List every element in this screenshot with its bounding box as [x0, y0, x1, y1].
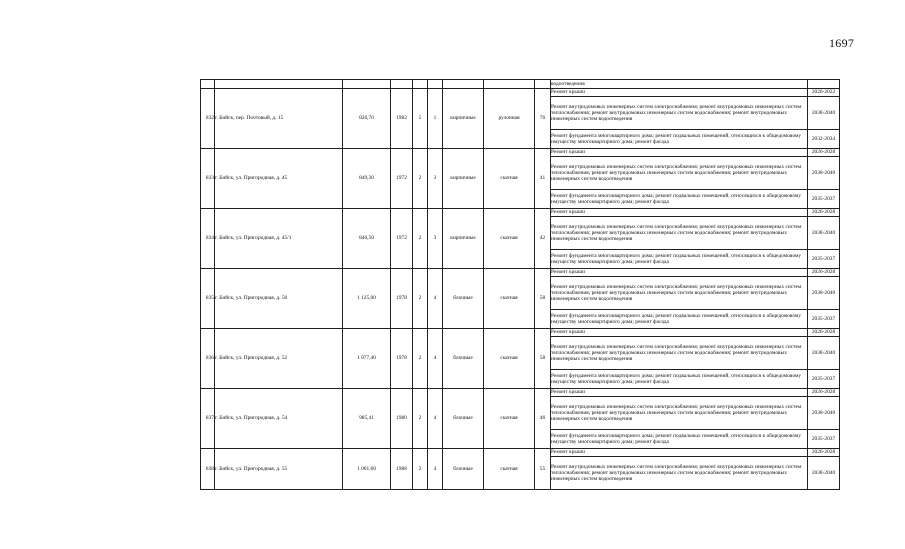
- table-row: [201, 389, 840, 397]
- floors-count: 2: [413, 449, 428, 490]
- build-year: 1982: [391, 89, 413, 149]
- empty-cell: [413, 80, 428, 89]
- empty-cell: [215, 80, 343, 89]
- work-description: Ремонт крыши: [551, 89, 808, 97]
- table-row: [201, 269, 840, 277]
- row-number: 837: [201, 389, 215, 449]
- building-area: 985,41: [343, 389, 391, 449]
- table-row: [201, 89, 840, 97]
- empty-cell: [391, 80, 413, 89]
- work-period: 2026-2028: [808, 449, 840, 457]
- table-row: [201, 329, 840, 337]
- roof-type: скатная: [484, 389, 535, 449]
- work-description: Ремонт фундамента многоквартирного дома; ремонт подвальных помещений, относящихся к общедомовому имуществу многоквартирного дома; ремонт фасада: [551, 130, 808, 149]
- work-period: 2038-2040: [808, 457, 840, 490]
- building-address: г. Бийск, пер. Почтовый, д. 15: [215, 89, 343, 149]
- entrances-count: 4: [428, 389, 443, 449]
- roof-type: рулонная: [484, 89, 535, 149]
- floors-count: 2: [413, 389, 428, 449]
- building-area: 1 061,60: [343, 449, 391, 490]
- wall-material: кирпичные: [443, 209, 484, 269]
- work-description: Ремонт крыши: [551, 269, 808, 277]
- entrances-count: 4: [428, 449, 443, 490]
- building-address: г. Бийск, ул. Пригородная, д. 52: [215, 329, 343, 389]
- work-description: Ремонт крыши: [551, 449, 808, 457]
- building-address: г. Бийск, ул. Пригородная, д. 55: [215, 449, 343, 490]
- work-period: [808, 80, 840, 89]
- floors-count: 2: [413, 269, 428, 329]
- work-period: 2020-2022: [808, 89, 840, 97]
- roof-type: скатная: [484, 329, 535, 389]
- building-address: г. Бийск, ул. Пригородная, д. 50: [215, 269, 343, 329]
- work-period: 2026-2028: [808, 389, 840, 397]
- floors-count: 2: [413, 329, 428, 389]
- work-description: Ремонт фундамента многоквартирного дома; ремонт подвальных помещений, относящихся к общедомовому имуществу многоквартирного дома; ремонт фасада: [551, 430, 808, 449]
- table-row: [201, 449, 840, 457]
- work-description: Ремонт крыши: [551, 329, 808, 337]
- work-period: 2035-2037: [808, 310, 840, 329]
- row-number: 836: [201, 329, 215, 389]
- work-period: 2038-2040: [808, 157, 840, 190]
- empty-cell: [428, 80, 443, 89]
- work-period: 2026-2028: [808, 269, 840, 277]
- building-area: 846,50: [343, 209, 391, 269]
- wear-percent: 55: [535, 449, 551, 490]
- work-period: 2026-2028: [808, 329, 840, 337]
- wear-percent: 41: [535, 149, 551, 209]
- work-period: 2038-2040: [808, 397, 840, 430]
- work-period: 2038-2040: [808, 217, 840, 250]
- building-area: 849,30: [343, 149, 391, 209]
- wall-material: кирпичные: [443, 149, 484, 209]
- entrances-count: 4: [428, 329, 443, 389]
- work-description: Ремонт внутридомовых инженерных систем электроснабжения; ремонт внутридомовых инженерных систем теплоснабжения; ремонт внутридомовых инженерных систем водоснабжения; ремонт внутридомовых инженерных систем водоотведения: [551, 457, 808, 490]
- wall-material: блочные: [443, 389, 484, 449]
- work-period: 2038-2040: [808, 337, 840, 370]
- wall-material: кирпичные: [443, 89, 484, 149]
- page-number: 1697: [829, 36, 855, 50]
- wear-percent: 58: [535, 269, 551, 329]
- work-period: 2032-2034: [808, 130, 840, 149]
- housing-repair-table: [200, 79, 840, 490]
- work-period: 2038-2040: [808, 97, 840, 130]
- build-year: 1978: [391, 329, 413, 389]
- building-area: 826,70: [343, 89, 391, 149]
- floors-count: 2: [413, 209, 428, 269]
- entrances-count: 4: [428, 269, 443, 329]
- row-number: 838: [201, 449, 215, 490]
- wear-percent: 46: [535, 389, 551, 449]
- build-year: 1980: [391, 389, 413, 449]
- wear-percent: 42: [535, 209, 551, 269]
- empty-cell: [343, 80, 391, 89]
- row-number: 833: [201, 149, 215, 209]
- wall-material: блочные: [443, 269, 484, 329]
- work-description: водоотведения: [551, 80, 808, 89]
- work-description: Ремонт внутридомовых инженерных систем электроснабжения; ремонт внутридомовых инженерных систем теплоснабжения; ремонт внутридомовых инженерных систем водоснабжения; ремонт внутридомовых инженерных систем водоотведения: [551, 157, 808, 190]
- work-period: 2035-2037: [808, 430, 840, 449]
- wall-material: блочные: [443, 449, 484, 490]
- table-row: [201, 80, 840, 89]
- floors-count: 2: [413, 149, 428, 209]
- work-period: 2035-2037: [808, 190, 840, 209]
- roof-type: скатная: [484, 209, 535, 269]
- build-year: 1972: [391, 209, 413, 269]
- empty-cell: [484, 80, 535, 89]
- row-number: 835: [201, 269, 215, 329]
- entrances-count: 1: [428, 89, 443, 149]
- table-row: [201, 209, 840, 217]
- empty-cell: [535, 80, 551, 89]
- build-year: 1988: [391, 449, 413, 490]
- work-description: Ремонт фундамента многоквартирного дома; ремонт подвальных помещений, относящихся к общедомовому имуществу многоквартирного дома; ремонт фасада: [551, 370, 808, 389]
- work-period: 2035-2037: [808, 370, 840, 389]
- work-description: Ремонт фундамента многоквартирного дома; ремонт подвальных помещений, относящихся к общедомовому имуществу многоквартирного дома; ремонт фасада: [551, 190, 808, 209]
- entrances-count: 3: [428, 209, 443, 269]
- roof-type: скатная: [484, 449, 535, 490]
- empty-cell: [201, 80, 215, 89]
- empty-cell: [443, 80, 484, 89]
- wall-material: блочные: [443, 329, 484, 389]
- work-description: Ремонт фундамента многоквартирного дома; ремонт подвальных помещений, относящихся к общедомовому имуществу многоквартирного дома; ремонт фасада: [551, 250, 808, 269]
- floors-count: 5: [413, 89, 428, 149]
- building-address: г. Бийск, ул. Пригородная, д. 45/1: [215, 209, 343, 269]
- row-number: 834: [201, 209, 215, 269]
- entrances-count: 3: [428, 149, 443, 209]
- building-area: 1 077,40: [343, 329, 391, 389]
- building-address: г. Бийск, ул. Пригородная, д. 54: [215, 389, 343, 449]
- build-year: 1972: [391, 149, 413, 209]
- building-area: 1 125,00: [343, 269, 391, 329]
- work-description: Ремонт фундамента многоквартирного дома; ремонт подвальных помещений, относящихся к общедомовому имуществу многоквартирного дома; ремонт фасада: [551, 310, 808, 329]
- work-period: 2026-2028: [808, 149, 840, 157]
- roof-type: скатная: [484, 269, 535, 329]
- building-address: г. Бийск, ул. Пригородная, д. 45: [215, 149, 343, 209]
- work-description: Ремонт внутридомовых инженерных систем электроснабжения; ремонт внутридомовых инженерных систем теплоснабжения; ремонт внутридомовых инженерных систем водоснабжения; ремонт внутридомовых инженерных систем водоотведения: [551, 217, 808, 250]
- work-period: 2038-2040: [808, 277, 840, 310]
- work-description: Ремонт крыши: [551, 209, 808, 217]
- work-period: 2026-2028: [808, 209, 840, 217]
- table-row: [201, 149, 840, 157]
- roof-type: скатная: [484, 149, 535, 209]
- row-number: 832: [201, 89, 215, 149]
- work-description: Ремонт внутридомовых инженерных систем электроснабжения; ремонт внутридомовых инженерных систем теплоснабжения; ремонт внутридомовых инженерных систем водоснабжения; ремонт внутридомовых инженерных систем водоотведения: [551, 337, 808, 370]
- table-body: [201, 80, 840, 490]
- work-description: Ремонт внутридомовых инженерных систем электроснабжения; ремонт внутридомовых инженерных систем теплоснабжения; ремонт внутридомовых инженерных систем водоснабжения; ремонт внутридомовых инженерных систем водоотведения: [551, 97, 808, 130]
- build-year: 1978: [391, 269, 413, 329]
- wear-percent: 76: [535, 89, 551, 149]
- work-description: Ремонт крыши: [551, 389, 808, 397]
- work-description: Ремонт внутридомовых инженерных систем электроснабжения; ремонт внутридомовых инженерных систем теплоснабжения; ремонт внутридомовых инженерных систем водоснабжения; ремонт внутридомовых инженерных систем водоотведения: [551, 277, 808, 310]
- wear-percent: 58: [535, 329, 551, 389]
- work-description: Ремонт внутридомовых инженерных систем электроснабжения; ремонт внутридомовых инженерных систем теплоснабжения; ремонт внутридомовых инженерных систем водоснабжения; ремонт внутридомовых инженерных систем водоотведения: [551, 397, 808, 430]
- work-period: 2035-2037: [808, 250, 840, 269]
- work-description: Ремонт крыши: [551, 149, 808, 157]
